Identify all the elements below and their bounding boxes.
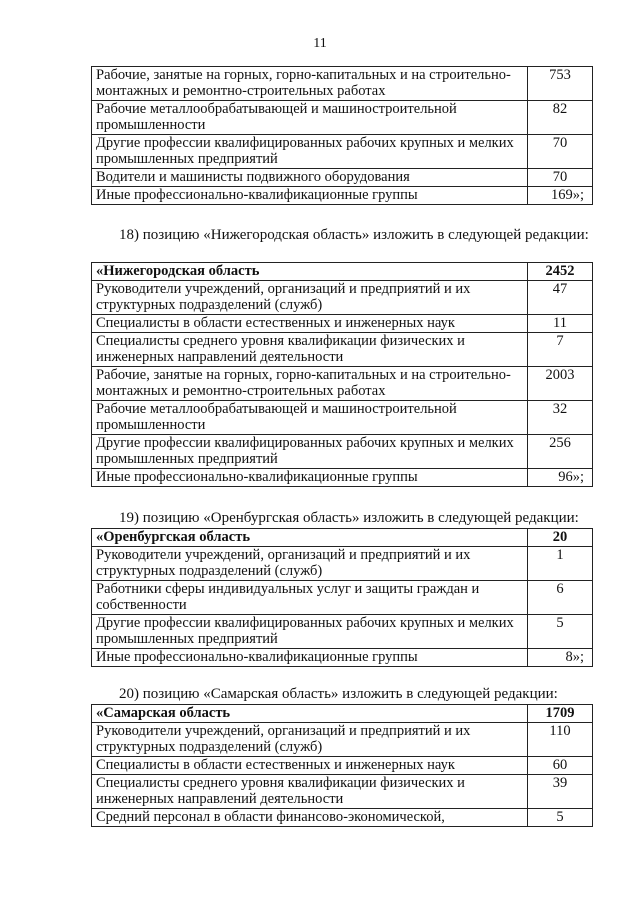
row-label: Водители и машинисты подвижного оборудования xyxy=(92,169,528,187)
row-label: Работники сферы индивидуальных услуг и защиты граждан и собственности xyxy=(92,581,528,615)
row-value: 96»; xyxy=(528,469,593,487)
page-number: 11 xyxy=(313,36,327,51)
row-label: Рабочие металлообрабатывающей и машиностроительной промышленности xyxy=(92,101,528,135)
table-nizhny-novgorod xyxy=(91,262,593,487)
table-row xyxy=(92,281,593,315)
row-label: Средний персонал в области финансово-экономической, xyxy=(92,809,528,827)
row-label: Другие профессии квалифицированных рабочих крупных и мелких промышленных предприятий xyxy=(92,435,528,469)
amendment-paragraph-18: 18) позицию «Нижегородская область» изложить в следующей редакции: xyxy=(119,227,589,243)
region-total: 1709 xyxy=(528,705,593,723)
table-row xyxy=(92,547,593,581)
row-value: 47 xyxy=(528,281,593,315)
row-value: 753 xyxy=(528,67,593,101)
row-value: 8»; xyxy=(528,649,593,667)
row-value: 70 xyxy=(528,169,593,187)
row-value: 5 xyxy=(528,615,593,649)
table-row xyxy=(92,469,593,487)
table-header-row xyxy=(92,263,593,281)
table-orenburg xyxy=(91,528,593,667)
row-value: 6 xyxy=(528,581,593,615)
table-row xyxy=(92,401,593,435)
region-name: «Нижегородская область xyxy=(92,263,528,281)
row-label: Иные профессионально-квалификационные группы xyxy=(92,649,528,667)
row-value: 7 xyxy=(528,333,593,367)
table-row xyxy=(92,101,593,135)
table-samara xyxy=(91,704,593,827)
region-name: «Самарская область xyxy=(92,705,528,723)
table-header-row xyxy=(92,705,593,723)
row-value: 169»; xyxy=(528,187,593,205)
region-name: «Оренбургская область xyxy=(92,529,528,547)
row-label: Рабочие металлообрабатывающей и машиностроительной промышленности xyxy=(92,401,528,435)
table-row xyxy=(92,67,593,101)
row-value: 110 xyxy=(528,723,593,757)
table-header-row xyxy=(92,529,593,547)
row-label: Руководители учреждений, организаций и предприятий и их структурных подразделений (служб) xyxy=(92,281,528,315)
row-label: Другие профессии квалифицированных рабочих крупных и мелких промышленных предприятий xyxy=(92,615,528,649)
row-value: 39 xyxy=(528,775,593,809)
row-value: 256 xyxy=(528,435,593,469)
row-label: Иные профессионально-квалификационные группы xyxy=(92,187,528,205)
row-value: 82 xyxy=(528,101,593,135)
table-row xyxy=(92,367,593,401)
row-label: Руководители учреждений, организаций и предприятий и их структурных подразделений (служб) xyxy=(92,547,528,581)
table-row xyxy=(92,615,593,649)
table-row xyxy=(92,757,593,775)
amendment-paragraph-20: 20) позицию «Самарская область» изложить в следующей редакции: xyxy=(119,686,558,702)
region-total: 2452 xyxy=(528,263,593,281)
row-value: 70 xyxy=(528,135,593,169)
row-value: 1 xyxy=(528,547,593,581)
row-value: 2003 xyxy=(528,367,593,401)
row-label: Специалисты в области естественных и инженерных наук xyxy=(92,757,528,775)
row-label: Руководители учреждений, организаций и предприятий и их структурных подразделений (служб) xyxy=(92,723,528,757)
table-row xyxy=(92,723,593,757)
row-value: 5 xyxy=(528,809,593,827)
table-row xyxy=(92,169,593,187)
row-value: 60 xyxy=(528,757,593,775)
row-label: Другие профессии квалифицированных рабочих крупных и мелких промышленных предприятий xyxy=(92,135,528,169)
table-row xyxy=(92,435,593,469)
table-row xyxy=(92,809,593,827)
region-total: 20 xyxy=(528,529,593,547)
row-label: Специалисты среднего уровня квалификации физических и инженерных направлений деятельности xyxy=(92,775,528,809)
row-value: 32 xyxy=(528,401,593,435)
row-value: 11 xyxy=(528,315,593,333)
row-label: Специалисты в области естественных и инженерных наук xyxy=(92,315,528,333)
table-row xyxy=(92,775,593,809)
row-label: Рабочие, занятые на горных, горно-капитальных и на строительно-монтажных и ремонтно-строительных работах xyxy=(92,67,528,101)
row-label: Иные профессионально-квалификационные группы xyxy=(92,469,528,487)
amendment-paragraph-19: 19) позицию «Оренбургская область» изложить в следующей редакции: xyxy=(119,510,579,526)
row-label: Специалисты среднего уровня квалификации физических и инженерных направлений деятельности xyxy=(92,333,528,367)
table-row xyxy=(92,581,593,615)
table-row xyxy=(92,135,593,169)
table-row xyxy=(92,187,593,205)
table-row xyxy=(92,315,593,333)
table-row xyxy=(92,333,593,367)
row-label: Рабочие, занятые на горных, горно-капитальных и на строительно-монтажных и ремонтно-строительных работах xyxy=(92,367,528,401)
table-row xyxy=(92,649,593,667)
table-continuation xyxy=(91,66,593,205)
